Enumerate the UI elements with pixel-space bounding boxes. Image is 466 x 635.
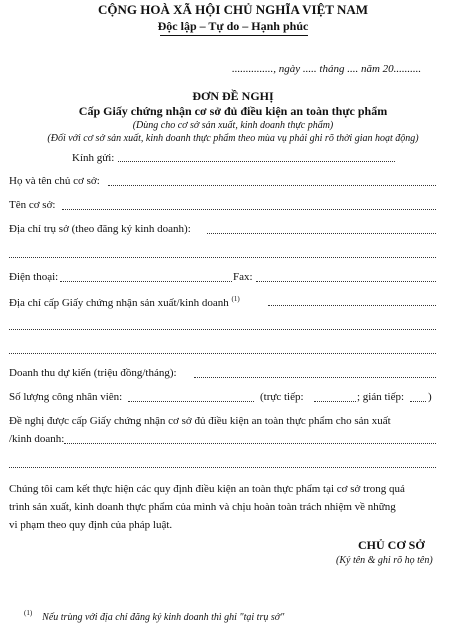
head-office-address-field-2[interactable] [9, 256, 436, 258]
fax-label: Fax: [233, 271, 253, 283]
form-note-1: (Dùng cho cơ sở sản xuất, kinh doanh thực phẩm) [132, 120, 334, 131]
workers-close-paren: ) [428, 391, 432, 403]
request-field-2[interactable] [9, 466, 436, 468]
request-line-2: /kinh doanh: [9, 433, 65, 445]
request-line-1: Đề nghị được cấp Giấy chứng nhận cơ sở đủ điều kiện an toàn thực phẩm cho sản xuất [9, 415, 391, 427]
certificate-address-text: Địa chỉ cấp Giấy chứng nhận sản xuất/kinh doanh [9, 297, 229, 309]
commitment-line-1: Chúng tôi cam kết thực hiện các quy định điều kiện an toàn thực phẩm tại cơ sở trong quá [9, 483, 405, 495]
phone-field[interactable] [60, 280, 232, 282]
form-title: ĐƠN ĐỀ NGHỊ [192, 89, 274, 103]
footnote [24, 609, 284, 623]
certificate-address-label [9, 295, 240, 309]
signature-note: (Ký tên & ghi rõ họ tên) [336, 555, 433, 566]
request-field[interactable] [64, 442, 436, 444]
recipient-field[interactable] [118, 160, 395, 162]
expected-revenue-label: Doanh thu dự kiến (triệu đồng/tháng): [9, 367, 177, 379]
signature-title: CHỦ CƠ SỞ [358, 538, 425, 552]
commitment-line-3: vi phạm theo quy định của pháp luật. [9, 519, 173, 531]
certificate-address-field-2[interactable] [9, 328, 436, 330]
motto: Độc lập – Tự do – Hạnh phúc [157, 19, 309, 33]
fax-field[interactable] [256, 280, 436, 282]
workers-indirect-field[interactable] [410, 400, 426, 402]
date-line: ..............., ngày ..... tháng .... năm 20.......... [232, 63, 422, 75]
workers-direct-label: (trực tiếp: [260, 391, 304, 403]
workers-count-field[interactable] [128, 400, 254, 402]
head-office-address-label: Địa chỉ trụ sở (theo đăng ký kinh doanh): [9, 223, 191, 235]
owner-name-label: Họ và tên chủ cơ sở: [9, 175, 100, 187]
footnote-marker: (1) [24, 609, 33, 617]
recipient-label: Kính gửi: [72, 152, 115, 164]
certificate-address-ref: (1) [231, 295, 240, 303]
commitment-line-2: trình sản xuất, kinh doanh thực phẩm của mình và chịu hoàn toàn trách nhiệm về những [9, 501, 396, 513]
form-note-2: (Đối với cơ sở sản xuất, kinh doanh thực phẩm theo mùa vụ phải ghi rõ thời gian hoạt động) [47, 133, 419, 144]
workers-count-label: Số lượng công nhân viên: [9, 391, 123, 403]
certificate-address-field-3[interactable] [9, 352, 436, 354]
footnote-text: Nếu trùng với địa chỉ đăng ký kinh doanh thì ghi "tại trụ sở" [42, 612, 285, 623]
motto-underline [160, 35, 308, 36]
facility-name-field[interactable] [62, 208, 436, 210]
expected-revenue-field[interactable] [194, 376, 436, 378]
facility-name-label: Tên cơ sở: [9, 199, 56, 211]
form-subtitle: Cấp Giấy chứng nhận cơ sở đủ điều kiện an toàn thực phẩm [78, 104, 388, 118]
owner-name-field[interactable] [108, 184, 436, 186]
national-title: CỘNG HOÀ XÃ HỘI CHỦ NGHĨA VIỆT NAM [97, 2, 369, 17]
phone-label: Điện thoại: [9, 271, 59, 283]
head-office-address-field[interactable] [207, 232, 436, 234]
workers-indirect-label: ; gián tiếp: [357, 391, 405, 403]
certificate-address-field[interactable] [268, 304, 436, 306]
workers-direct-field[interactable] [314, 400, 356, 402]
